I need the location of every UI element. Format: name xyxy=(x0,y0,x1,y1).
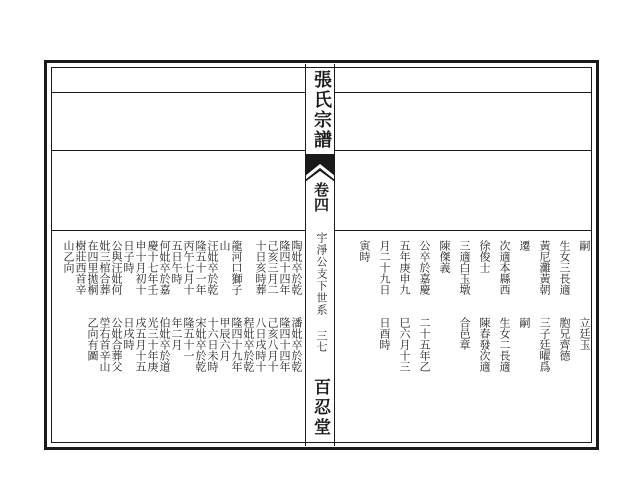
genealogy-text-column: 宋妣卒於乾 xyxy=(194,317,207,372)
genealogy-text-column: 己亥八月十 xyxy=(266,317,279,372)
genealogy-text-column: 伯妣卒於道 xyxy=(158,317,171,372)
genealogy-text-column: 三適白玉墩 xyxy=(458,240,471,295)
genealogy-text-column: 隆四十四年 xyxy=(278,240,291,295)
register-line xyxy=(335,92,591,93)
genealogy-text-column: 妣三棺合葬 xyxy=(98,240,111,295)
genealogy-text-column: 年二月 xyxy=(170,317,183,350)
genealogy-text-column: 嗣 xyxy=(578,240,591,251)
center-strip-right-border xyxy=(334,64,335,446)
genealogy-text-column: 遷 xyxy=(518,240,531,251)
genealogy-text-column: 三子廷曜爲 xyxy=(538,317,551,372)
center-strip-left-border xyxy=(305,64,306,446)
fish-tail-mark xyxy=(305,154,335,184)
genealogy-text-column: 生女三長適 xyxy=(558,240,571,295)
section-label: 宇淨公支下世系 xyxy=(315,232,328,316)
genealogy-text-column: 日子時 xyxy=(122,240,135,273)
genealogy-text-column: 己亥三月二 xyxy=(266,240,279,295)
genealogy-text-column: 公與汪妣何 xyxy=(110,240,123,295)
genealogy-text-column: 胞兄齊德 xyxy=(558,317,571,361)
genealogy-text-column: 光三十年庚 xyxy=(146,317,159,372)
register-line xyxy=(335,230,591,231)
genealogy-text-column: 十日亥時葬 xyxy=(254,240,267,295)
genealogy-text-column: 十六日未時 xyxy=(206,317,219,372)
genealogy-text-column: 在四里拋桐 xyxy=(86,240,99,295)
volume-label: 卷四 xyxy=(312,182,330,212)
hall-name: 百忍堂 xyxy=(310,378,330,438)
page-number: 三七 xyxy=(315,330,328,352)
register-line xyxy=(52,230,305,231)
genealogy-text-column: 甲辰六月 xyxy=(218,317,231,361)
genealogy-text-column: 公妣合葬父 xyxy=(110,317,123,372)
genealogy-text-column: 汪妣卒於乾 xyxy=(206,240,219,295)
genealogy-text-column: 徐俊士 xyxy=(478,240,491,273)
genealogy-text-column: 塋右首辛山 xyxy=(98,317,111,372)
genealogy-text-column: 陳春發次適 xyxy=(478,317,491,372)
genealogy-text-column: 乙向有圖 xyxy=(86,317,99,361)
register-line xyxy=(52,150,305,151)
genealogy-text-column: 月二十九日 xyxy=(378,240,391,295)
genealogy-text-column: 陶妣卒於乾 xyxy=(290,240,303,295)
register-line xyxy=(335,150,591,151)
genealogy-text-column: 嗣 xyxy=(518,317,531,328)
genealogy-text-column: 樹莊西首辛 xyxy=(74,240,87,295)
genealogy-text-column: 五日午時 xyxy=(170,240,183,284)
genealogy-text-column: 丙午七月十 xyxy=(182,240,195,295)
genealogy-text-column: 戌五月十五 xyxy=(134,317,147,372)
genealogy-text-column: 日戌時 xyxy=(122,317,135,350)
genealogy-text-column: 龍河口獅子 xyxy=(230,240,243,295)
genealogy-text-column: 隆五十一 xyxy=(182,317,195,361)
genealogy-text-column: 何妣卒於嘉 xyxy=(158,240,171,295)
genealogy-text-column: 五年庚申九 xyxy=(398,240,411,295)
genealogy-text-column: 巳六月十三 xyxy=(398,317,411,372)
genealogy-text-column: 山 xyxy=(218,240,231,251)
genealogy-text-column: 日酉時 xyxy=(378,317,391,350)
genealogy-text-column: 次適本縣西 xyxy=(498,240,511,295)
genealogy-text-column: 陳傑義 xyxy=(438,240,451,273)
genealogy-text-column: 隆五十一年 xyxy=(194,240,207,295)
genealogy-text-column: 山乙向 xyxy=(62,240,75,273)
genealogy-text-column: 立廷玉 xyxy=(578,317,591,350)
register-line xyxy=(52,92,305,93)
genealogy-text-column: 慶十七年壬 xyxy=(146,240,159,295)
genealogy-text-column: 合邑章 xyxy=(458,317,471,350)
genealogy-text-column: 公卒於嘉慶 xyxy=(418,240,431,295)
genealogy-text-column: 潘妣卒於乾 xyxy=(290,317,303,372)
genealogy-text-column: 黃尼灘黃朝 xyxy=(538,240,551,295)
genealogy-text-column: 隆四十九年 xyxy=(230,317,243,372)
book-title: 張氏宗譜 xyxy=(311,70,332,150)
genealogy-text-column: 二十五年乙 xyxy=(418,317,431,372)
genealogy-text-column: 生女二長適 xyxy=(498,317,511,372)
genealogy-text-column: 程妣卒於乾 xyxy=(242,317,255,372)
genealogy-text-column: 申十月初十 xyxy=(134,240,147,295)
genealogy-text-column: 隆四十四年 xyxy=(278,317,291,372)
genealogy-text-column: 八日戌時十 xyxy=(254,317,267,372)
genealogy-text-column: 寅時 xyxy=(358,240,371,262)
